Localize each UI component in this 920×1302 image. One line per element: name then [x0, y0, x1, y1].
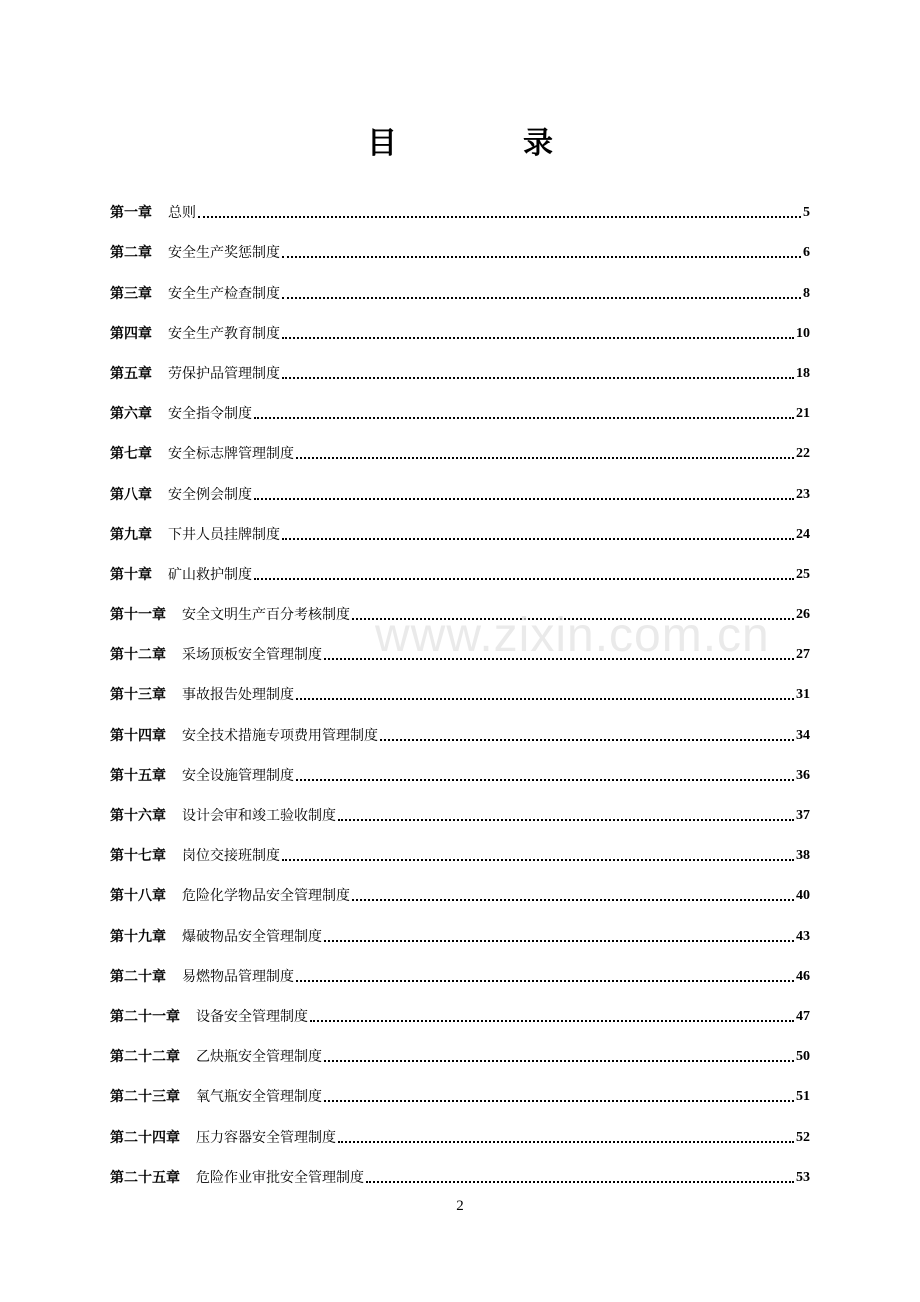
toc-chapter-title: 岗位交接班制度 [182, 848, 280, 865]
toc-page-number: 24 [796, 526, 810, 542]
toc-chapter-title: 氧气瓶安全管理制度 [196, 1089, 322, 1106]
toc-page-number: 37 [796, 808, 810, 823]
page-number: 2 [456, 1198, 464, 1214]
toc-chapter-title: 下井人员挂牌制度 [168, 526, 280, 543]
toc-dot-leader [366, 1181, 794, 1183]
toc-dot-leader [254, 498, 794, 500]
toc-chapter-number: 第八章 [110, 486, 152, 503]
toc-page-number: 31 [796, 687, 810, 703]
toc-chapter-title: 安全技术措施专项费用管理制度 [182, 727, 378, 744]
toc-chapter-title: 安全设施管理制度 [182, 767, 294, 784]
toc-chapter-title: 采场顶板安全管理制度 [182, 647, 322, 664]
toc-entry[interactable] [110, 1066, 810, 1106]
toc-page-number: 5 [803, 205, 810, 221]
toc-chapter-title: 矿山救护制度 [168, 566, 252, 583]
toc-dot-leader [198, 216, 801, 218]
toc-entry[interactable] [110, 664, 810, 704]
toc-chapter-number: 第十五章 [110, 767, 166, 784]
toc-entry[interactable] [110, 303, 810, 343]
toc-chapter-title: 事故报告处理制度 [182, 687, 294, 704]
toc-chapter-number: 第三章 [110, 285, 152, 302]
toc-entry[interactable] [110, 865, 810, 905]
toc-page-number: 53 [796, 1169, 810, 1185]
toc-entry[interactable] [110, 262, 810, 302]
toc-chapter-number: 第二十五章 [110, 1169, 180, 1186]
toc-entry[interactable] [110, 745, 810, 785]
toc-chapter-title: 安全标志牌管理制度 [168, 446, 294, 463]
toc-chapter-title: 劳保护品管理制度 [168, 365, 280, 382]
toc-chapter-number: 第十八章 [110, 888, 166, 905]
toc-dot-leader [324, 940, 794, 942]
toc-chapter-number: 第二十一章 [110, 1008, 180, 1025]
toc-chapter-title: 安全指令制度 [168, 406, 252, 423]
toc-dot-leader [324, 1060, 794, 1062]
toc-chapter-number: 第二十章 [110, 968, 166, 985]
toc-chapter-number: 第四章 [110, 325, 152, 342]
toc-page-number: 10 [796, 325, 810, 341]
toc-dot-leader [282, 337, 794, 339]
toc-chapter-number: 第十七章 [110, 848, 166, 865]
toc-dot-leader [296, 980, 794, 982]
toc-page-number: 22 [796, 446, 810, 462]
toc-dot-leader [380, 739, 794, 741]
toc-page-number: 40 [796, 888, 810, 904]
toc-chapter-number: 第十四章 [110, 727, 166, 744]
toc-page-number: 52 [796, 1129, 810, 1145]
toc-entry[interactable] [110, 504, 810, 544]
toc-chapter-number: 第二章 [110, 245, 152, 262]
toc-chapter-title: 总则 [168, 205, 196, 222]
toc-entry[interactable] [110, 1026, 810, 1066]
toc-dot-leader [282, 377, 794, 379]
toc-entry[interactable] [110, 905, 810, 945]
toc-entry[interactable] [110, 946, 810, 986]
toc-chapter-number: 第五章 [110, 365, 152, 382]
watermark: www.zixin.com.cn [375, 609, 770, 662]
toc-dot-leader [296, 698, 794, 700]
toc-chapter-number: 第十三章 [110, 687, 166, 704]
toc-page-number: 18 [796, 365, 810, 381]
toc-chapter-title: 设备安全管理制度 [196, 1008, 308, 1025]
toc-dot-leader [254, 417, 794, 419]
toc-dot-leader [282, 256, 801, 258]
toc-page-number: 46 [796, 968, 810, 984]
toc-page-number: 6 [803, 245, 810, 261]
toc-page-number: 51 [796, 1089, 810, 1105]
toc-entry[interactable] [110, 544, 810, 584]
toc-chapter-title: 压力容器安全管理制度 [196, 1129, 336, 1146]
toc-page-number: 47 [796, 1008, 810, 1024]
toc-chapter-title: 设计会审和竣工验收制度 [182, 808, 336, 824]
toc-entry[interactable] [110, 222, 810, 262]
toc-entry[interactable] [110, 463, 810, 503]
toc-chapter-title: 安全生产检查制度 [168, 285, 280, 302]
toc-entry[interactable] [110, 383, 810, 423]
toc-entry[interactable] [110, 704, 810, 744]
toc-dot-leader [338, 819, 794, 821]
toc-page-number: 21 [796, 406, 810, 422]
toc-page-number: 43 [796, 928, 810, 944]
toc-entry[interactable] [110, 825, 810, 865]
toc-entry[interactable] [110, 785, 810, 825]
toc-dot-leader [282, 538, 794, 540]
toc-entry[interactable] [110, 1106, 810, 1146]
toc-chapter-title: 危险化学物品安全管理制度 [182, 888, 350, 905]
toc-page-number: 8 [803, 285, 810, 301]
toc-chapter-title: 危险作业审批安全管理制度 [196, 1169, 364, 1186]
toc-entry[interactable] [110, 343, 810, 383]
toc-entry[interactable] [110, 1147, 810, 1187]
toc-page-number: 23 [796, 486, 810, 502]
toc-dot-leader [296, 457, 794, 459]
toc-entry[interactable] [110, 423, 810, 463]
toc-chapter-number: 第十二章 [110, 647, 166, 664]
toc-page-number: 25 [796, 566, 810, 582]
toc-chapter-number: 第二十四章 [110, 1129, 180, 1146]
toc-dot-leader [324, 1100, 794, 1102]
toc-chapter-title: 安全例会制度 [168, 486, 252, 503]
toc-entry[interactable] [110, 182, 810, 222]
toc-chapter-title: 安全生产教育制度 [168, 325, 280, 342]
toc-chapter-number: 第二十三章 [110, 1089, 180, 1106]
toc-page-number: 26 [796, 607, 810, 623]
toc-chapter-number: 第二十二章 [110, 1049, 180, 1066]
toc-dot-leader [282, 297, 801, 299]
toc-page-number: 36 [796, 767, 810, 783]
toc-chapter-number: 第七章 [110, 446, 152, 463]
page-title: 目 录 [367, 126, 601, 161]
toc-chapter-number: 第十九章 [110, 928, 166, 945]
toc-dot-leader [338, 1141, 794, 1143]
toc-chapter-title: 爆破物品安全管理制度 [182, 928, 322, 945]
toc-chapter-number: 第六章 [110, 406, 152, 423]
toc-dot-leader [310, 1020, 794, 1022]
toc-chapter-number: 第十章 [110, 566, 152, 583]
toc-chapter-title: 安全文明生产百分考核制度 [182, 607, 350, 624]
toc-chapter-number: 第一章 [110, 205, 152, 222]
toc-chapter-number: 第十六章 [110, 808, 166, 824]
toc-chapter-number: 第九章 [110, 526, 152, 543]
toc-dot-leader [282, 859, 794, 861]
toc-page-number: 27 [796, 647, 810, 663]
toc-dot-leader [352, 899, 794, 901]
toc-chapter-number: 第十一章 [110, 607, 166, 624]
toc-dot-leader [254, 578, 794, 580]
toc-chapter-title: 易燃物品管理制度 [182, 968, 294, 985]
table-of-contents [110, 182, 810, 1187]
toc-entry[interactable] [110, 986, 810, 1026]
toc-chapter-title: 安全生产奖惩制度 [168, 245, 280, 262]
toc-page-number: 34 [796, 727, 810, 743]
toc-dot-leader [296, 779, 794, 781]
toc-page-number: 50 [796, 1049, 810, 1065]
toc-page-number: 38 [796, 848, 810, 864]
toc-chapter-title: 乙炔瓶安全管理制度 [196, 1049, 322, 1066]
